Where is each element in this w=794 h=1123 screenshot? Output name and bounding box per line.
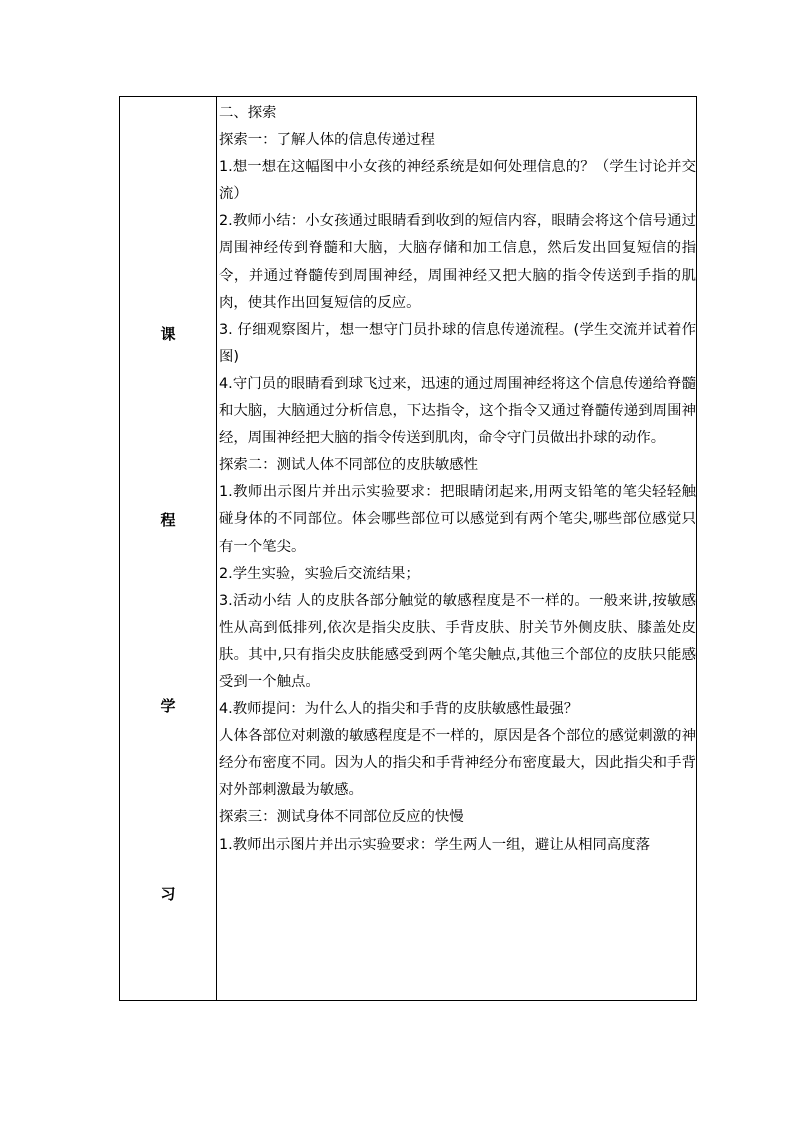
lesson-content (217, 97, 696, 1000)
section-label-char: 学 (160, 697, 176, 715)
section-label-char: 习 (160, 885, 176, 903)
explore-heading: 探索三：测试身体不同部位反应的快慢 (219, 809, 464, 826)
section-label-char: 程 (160, 511, 176, 529)
explore-heading: 探索一：了解人体的信息传递过程 (219, 132, 435, 149)
content-paragraph: 4.教师提问：为什么人的指尖和手背的皮肤敏感性最强？ (219, 701, 579, 718)
section-heading: 二、探索 (219, 105, 277, 121)
content-paragraph: 人体各部位对刺激的敏感程度是不一样的，原因是各个部位的感觉刺激的神经分布密度不同。因为人的指尖和手背神经分布密度最大，因此指尖和手背对外部刺激最为敏感。 (219, 728, 696, 799)
content-paragraph: 1.教师出示图片并出示实验要求：学生两人一组，避让从相同高度落 (219, 836, 651, 853)
content-paragraph: 4.守门员的眼睛看到球飞过来，迅速的通过周围神经将这个信息传递给脊髓和大脑，大脑通过分析信息，下达指令，这个指令又通过脊髓传递到周围神经，周围神经把大脑的指令传送到肌肉，命令守门员做出扑球的动作。 (219, 375, 696, 447)
content-paragraph: 2.教师小结：小女孩通过眼睛看到收到的短信内容，眼睛会将这个信号通过周围神经传到脊髓和大脑，大脑存储和加工信息，然后发出回复短信的指令，并通过脊髓传到周围神经，周围神经又把大脑的指令传送到手指的肌肉，使其作出回复短信的反应。 (219, 213, 696, 311)
content-paragraph: 2.学生实验，实验后交流结果； (219, 565, 420, 582)
section-label-column (120, 97, 217, 1000)
content-paragraph: 3.活动小结 人的皮肤各部分触觉的敏感程度是不一样的。一般来讲,按敏感性从高到低排列,依次是指尖皮肤、手背皮肤、肘关节外侧皮肤、膝盖处皮肤。其中,只有指尖皮肤能感受到两个笔尖触点,其他三个部位的皮肤只能感受到一个触点。 (219, 592, 696, 690)
lesson-table (119, 96, 697, 1001)
content-paragraph: 3. 仔细观察图片，想一想守门员扑球的信息传递流程。(学生交流并试着作图) (219, 321, 696, 365)
content-paragraph: 1.想一想在这幅图中小女孩的神经系统是如何处理信息的？（学生讨论并交流） (219, 159, 696, 203)
explore-heading: 探索二：测试人体不同部位的皮肤敏感性 (219, 457, 479, 474)
content-paragraph: 1.教师出示图片并出示实验要求：把眼睛闭起来,用两支铅笔的笔尖轻轻触碰身体的不同部位。体会哪些部位可以感觉到有两个笔尖,哪些部位感觉只有一个笔尖。 (219, 484, 696, 555)
section-label-char: 课 (160, 325, 176, 343)
